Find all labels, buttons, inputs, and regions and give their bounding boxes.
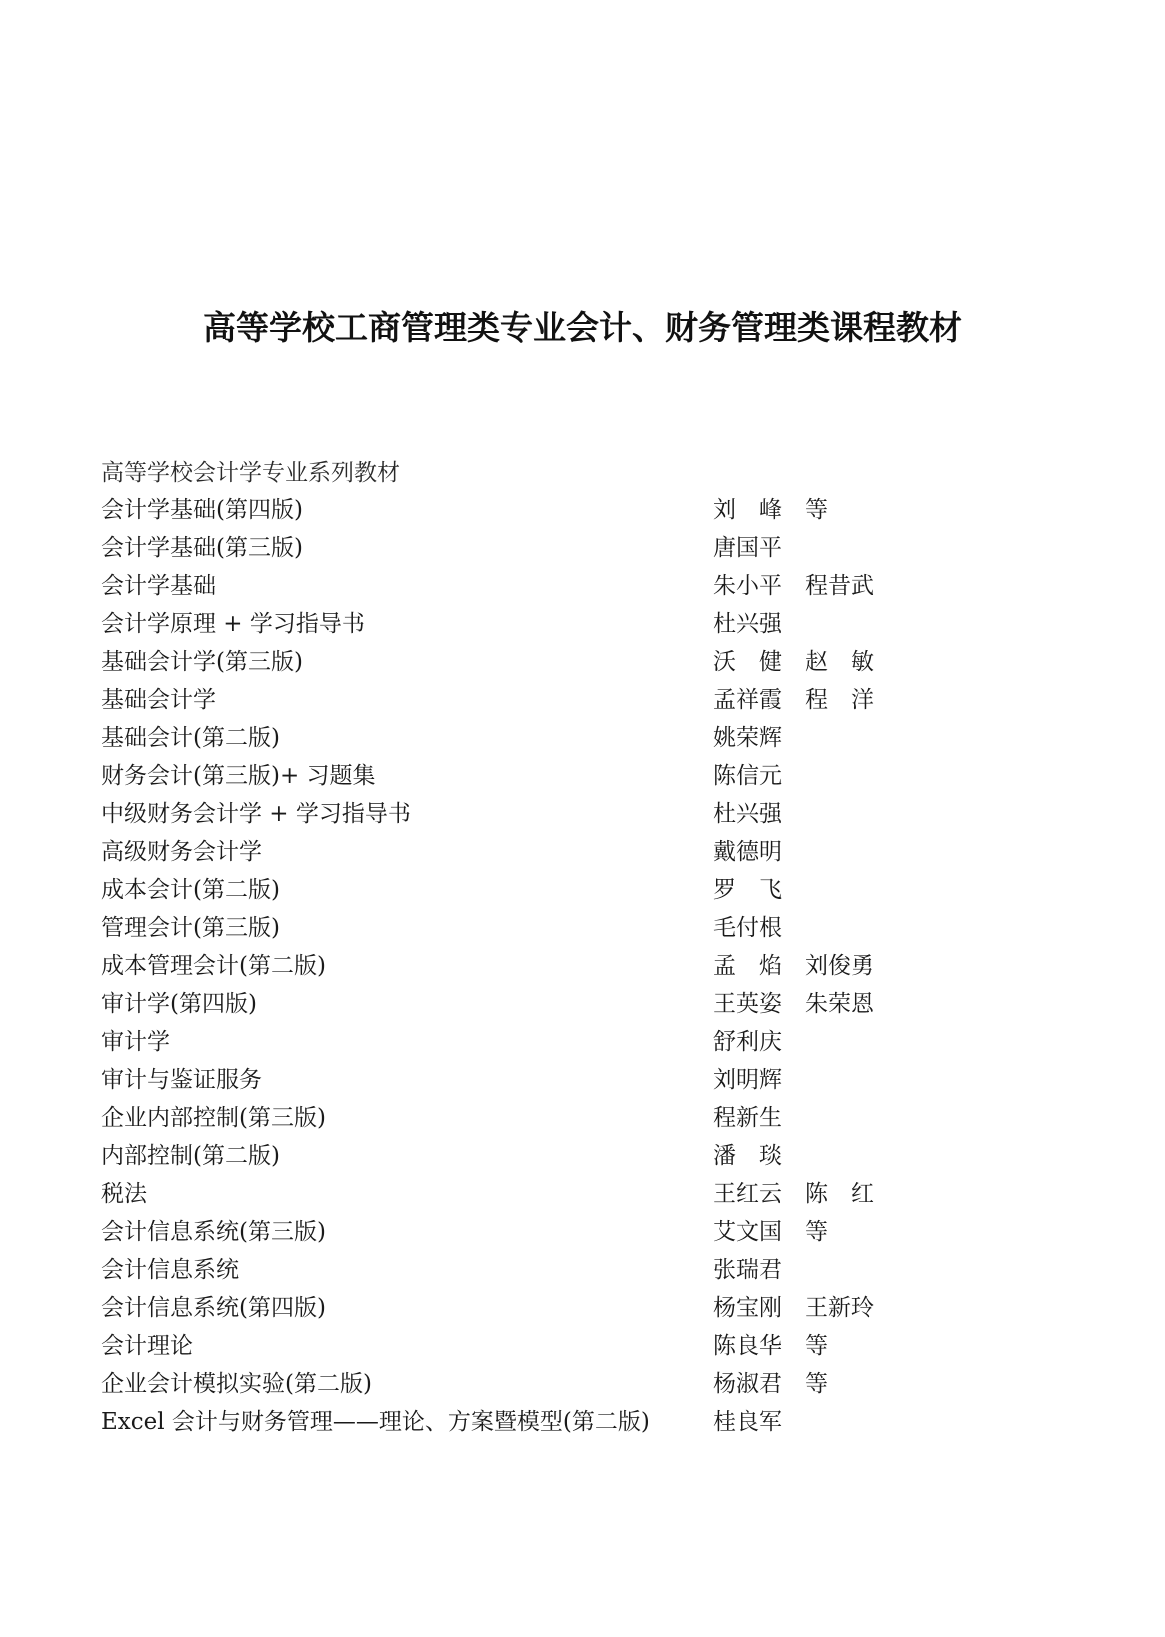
book-row xyxy=(101,719,1001,757)
book-authors: 陈信元 xyxy=(713,763,782,789)
book-row xyxy=(101,1213,1001,1251)
book-list xyxy=(101,491,1001,1441)
book-row xyxy=(101,1365,1001,1403)
book-row xyxy=(101,757,1001,795)
book-title: 会计信息系统 xyxy=(101,1257,239,1283)
book-authors: 桂良军 xyxy=(713,1409,782,1435)
book-row xyxy=(101,1061,1001,1099)
book-row xyxy=(101,1327,1001,1365)
book-title: 税法 xyxy=(101,1181,147,1207)
book-row xyxy=(101,1175,1001,1213)
book-title: 中级财务会计学 + 学习指导书 xyxy=(101,801,411,827)
book-title: 基础会计学 xyxy=(101,687,216,713)
book-authors: 陈良华 等 xyxy=(713,1333,828,1359)
book-authors: 王英姿 朱荣恩 xyxy=(713,991,874,1017)
book-title: 审计学(第四版) xyxy=(101,991,257,1017)
book-title: 基础会计学(第三版) xyxy=(101,649,303,675)
book-authors: 戴德明 xyxy=(713,839,782,865)
book-title: 成本管理会计(第二版) xyxy=(101,953,326,979)
book-row xyxy=(101,1023,1001,1061)
book-row xyxy=(101,1403,1001,1441)
book-title: Excel 会计与财务管理——理论、方案暨模型(第二版) xyxy=(101,1409,650,1435)
book-title: 审计学 xyxy=(101,1029,170,1055)
book-title: 会计学原理 + 学习指导书 xyxy=(101,611,365,637)
book-authors: 罗 飞 xyxy=(713,877,782,903)
book-authors: 沃 健 赵 敏 xyxy=(713,649,874,675)
book-authors: 姚荣辉 xyxy=(713,725,782,751)
book-title: 基础会计(第二版) xyxy=(101,725,280,751)
book-authors: 舒利庆 xyxy=(713,1029,782,1055)
book-title: 内部控制(第二版) xyxy=(101,1143,280,1169)
book-row xyxy=(101,833,1001,871)
series-heading: 高等学校会计学专业系列教材 xyxy=(101,460,400,486)
book-authors: 杨宝刚 王新玲 xyxy=(713,1295,874,1321)
book-authors: 杨淑君 等 xyxy=(713,1371,828,1397)
book-row xyxy=(101,1099,1001,1137)
book-title: 企业内部控制(第三版) xyxy=(101,1105,326,1131)
book-row xyxy=(101,985,1001,1023)
book-title: 管理会计(第三版) xyxy=(101,915,280,941)
book-row xyxy=(101,491,1001,529)
book-authors: 艾文国 等 xyxy=(713,1219,828,1245)
book-row xyxy=(101,1251,1001,1289)
book-title: 成本会计(第二版) xyxy=(101,877,280,903)
book-authors: 唐国平 xyxy=(713,535,782,561)
book-title: 审计与鉴证服务 xyxy=(101,1067,262,1093)
book-title: 会计信息系统(第四版) xyxy=(101,1295,326,1321)
book-authors: 杜兴强 xyxy=(713,611,782,637)
book-title: 财务会计(第三版)+ 习题集 xyxy=(101,763,376,789)
book-row xyxy=(101,681,1001,719)
book-authors: 杜兴强 xyxy=(713,801,782,827)
book-row xyxy=(101,605,1001,643)
book-title: 会计学基础 xyxy=(101,573,216,599)
book-title: 会计理论 xyxy=(101,1333,193,1359)
book-authors: 毛付根 xyxy=(713,915,782,941)
book-authors: 孟 焰 刘俊勇 xyxy=(713,953,874,979)
book-row xyxy=(101,871,1001,909)
book-row xyxy=(101,909,1001,947)
book-authors: 潘 琰 xyxy=(713,1143,782,1169)
book-authors: 朱小平 程昔武 xyxy=(713,573,874,599)
book-row xyxy=(101,567,1001,605)
book-row xyxy=(101,529,1001,567)
book-row xyxy=(101,795,1001,833)
book-title: 会计学基础(第四版) xyxy=(101,497,303,523)
book-authors: 程新生 xyxy=(713,1105,782,1131)
book-title: 高级财务会计学 xyxy=(101,839,262,865)
page-title: 高等学校工商管理类专业会计、财务管理类课程教材 xyxy=(203,308,962,348)
book-row xyxy=(101,1289,1001,1327)
book-row xyxy=(101,947,1001,985)
book-authors: 刘明辉 xyxy=(713,1067,782,1093)
book-authors: 张瑞君 xyxy=(713,1257,782,1283)
book-title: 企业会计模拟实验(第二版) xyxy=(101,1371,372,1397)
book-authors: 王红云 陈 红 xyxy=(713,1181,874,1207)
book-title: 会计学基础(第三版) xyxy=(101,535,303,561)
book-authors: 孟祥霞 程 洋 xyxy=(713,687,874,713)
book-title: 会计信息系统(第三版) xyxy=(101,1219,326,1245)
book-row xyxy=(101,643,1001,681)
book-row xyxy=(101,1137,1001,1175)
book-authors: 刘 峰 等 xyxy=(713,497,828,523)
